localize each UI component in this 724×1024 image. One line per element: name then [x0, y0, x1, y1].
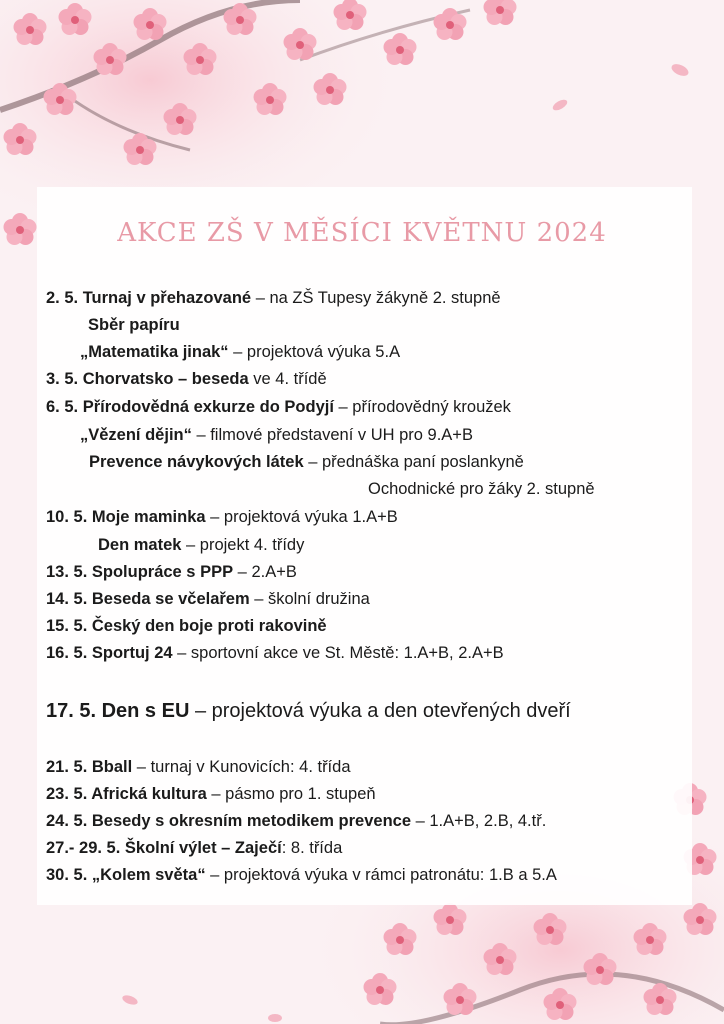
- event-line-highlight: 17. 5. Den s EU – projektová výuka a den otevřených dveří: [46, 700, 571, 722]
- event-line: 16. 5. Sportuj 24 – sportovní akce ve St. Městě: 1.A+B, 2.A+B: [46, 644, 504, 662]
- event-line: 2. 5. Turnaj v přehazované – na ZŠ Tupesy žákyně 2. stupně: [46, 289, 501, 307]
- event-line: „Matematika jinak“ – projektová výuka 5.A: [80, 343, 401, 361]
- event-line: 23. 5. Africká kultura – pásmo pro 1. stupeň: [46, 785, 376, 803]
- event-line: Ochodnické pro žáky 2. stupně: [368, 480, 595, 498]
- event-line: 10. 5. Moje maminka – projektová výuka 1.A+B: [46, 508, 398, 526]
- event-line: Sběr papíru: [88, 316, 180, 334]
- event-line: 21. 5. Bball – turnaj v Kunovicích: 4. třída: [46, 758, 351, 776]
- event-line: 15. 5. Český den boje proti rakovině: [46, 617, 327, 635]
- event-line: „Vězení dějin“ – filmové představení v UH pro 9.A+B: [80, 426, 473, 444]
- event-line: Den matek – projekt 4. třídy: [98, 536, 305, 554]
- event-line: 30. 5. „Kolem světa“ – projektová výuka v rámci patronátu: 1.B a 5.A: [46, 866, 557, 884]
- page-title: AKCE ZŠ V MĚSÍCI KVĚTNU 2024: [117, 218, 607, 248]
- event-line: 3. 5. Chorvatsko – beseda ve 4. třídě: [46, 370, 327, 388]
- event-line: 27.- 29. 5. Školní výlet – Zaječí: 8. třída: [46, 839, 343, 857]
- event-line: 13. 5. Spolupráce s PPP – 2.A+B: [46, 563, 297, 581]
- event-line: 6. 5. Přírodovědná exkurze do Podyjí – přírodovědný kroužek: [46, 398, 511, 416]
- event-line: 24. 5. Besedy s okresním metodikem prevence – 1.A+B, 2.B, 4.tř.: [46, 812, 547, 830]
- event-line: 14. 5. Beseda se včelařem – školní družina: [46, 590, 370, 608]
- event-line: Prevence návykových látek – přednáška paní poslankyně: [89, 453, 524, 471]
